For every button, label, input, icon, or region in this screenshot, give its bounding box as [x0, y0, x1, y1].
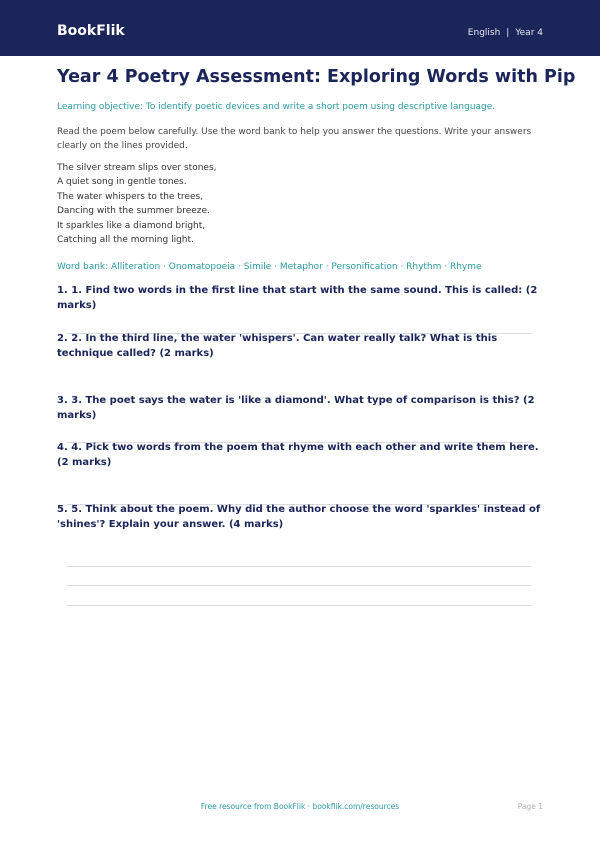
- question-5: 5. 5. Think about the poem. Why did the author choose the word 'sparkles' instead of 'shines'? Explain your answer. (4 marks): [57, 504, 541, 530]
- question-1: 1. 1. Find two words in the first line that start with the same sound. This is called: (2 marks): [57, 285, 538, 311]
- footer-credit: Free resource from BookFlik · bookflik.com/resources: [200, 802, 400, 811]
- header-bar: [0, 0, 600, 56]
- worksheet-intro: [57, 66, 576, 274]
- answer-line[interactable]: [67, 566, 531, 567]
- page-number: Page 1: [517, 802, 543, 811]
- question-4: 4. 4. Pick two words from the poem that rhyme with each other and write them here. (2 marks): [57, 442, 539, 468]
- poem-line: It sparkles like a diamond bright,: [57, 220, 206, 231]
- grade-label: Year 4: [515, 28, 543, 38]
- meta-separator: |: [506, 28, 510, 38]
- question-2: 2. 2. In the third line, the water 'whispers'. Can water really talk? What is this technique called? (2 marks): [57, 333, 498, 359]
- poem-line: The silver stream slips over stones,: [57, 163, 217, 173]
- brand-logo: BookFlik: [57, 23, 125, 39]
- page-title: Year 4 Poetry Assessment: Exploring Words with Pip: [57, 67, 576, 87]
- answer-line[interactable]: [67, 585, 531, 586]
- poem-line: Catching all the morning light.: [57, 235, 194, 246]
- poem-line: A quiet song in gentle tones.: [57, 177, 187, 188]
- poem-line: The water whispers to the trees,: [57, 191, 204, 202]
- learning-objective: Learning objective: To identify poetic devices and write a short poem using descriptive language.: [57, 102, 496, 112]
- word-bank: Word bank: Alliteration · Onomatopoeia · Simile · Metaphor · Personification · Rhythm · Rhyme: [57, 262, 482, 273]
- poem-line: Dancing with the summer breeze.: [57, 206, 210, 217]
- header-meta: [468, 28, 543, 38]
- question-3: 3. 3. The poet says the water is 'like a diamond'. What type of comparison is this? (2 marks): [57, 395, 535, 421]
- answer-line[interactable]: [67, 605, 531, 606]
- instructions-text: Read the poem below carefully. Use the word bank to help you answer the questions. Write your answers clearly on the lines provided.: [57, 127, 532, 151]
- subject-label: English: [467, 28, 501, 38]
- poem: [57, 161, 543, 247]
